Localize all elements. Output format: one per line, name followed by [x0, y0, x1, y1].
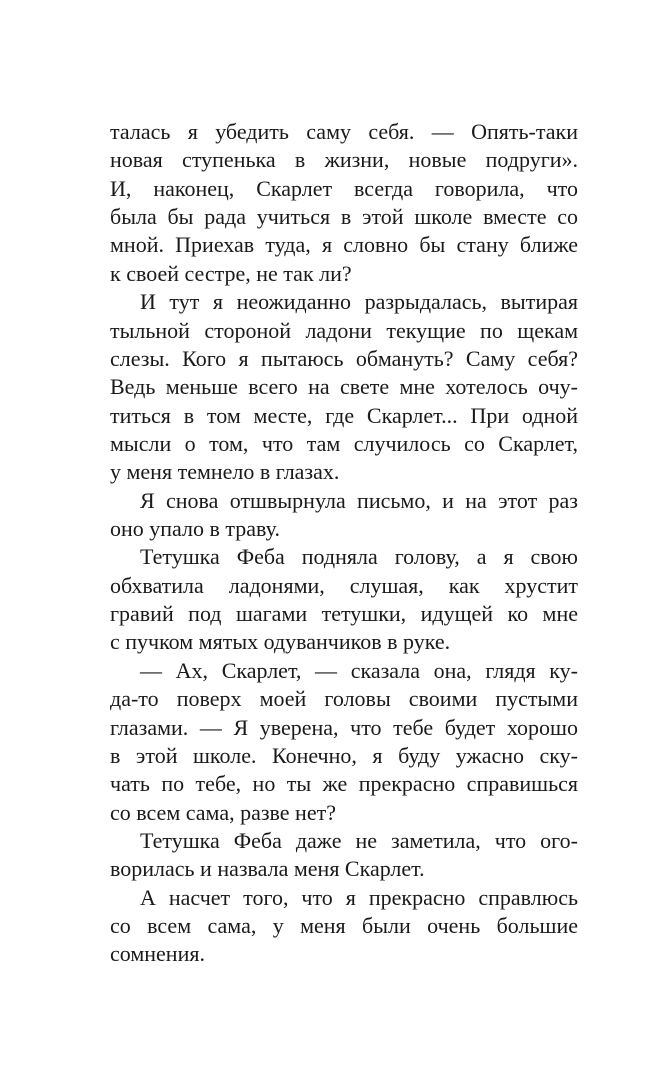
- paragraph: [110, 543, 578, 656]
- text-line: новая ступенька в жизни, новые подруги».: [110, 147, 578, 173]
- text-line: тыльной стороной ладони текущие по щекам: [110, 317, 578, 343]
- paragraph: [110, 288, 578, 487]
- text-line: с пучком мятых одуванчиков в руке.: [110, 629, 451, 655]
- text-line: Я снова отшвырнула письмо, и на этот раз: [140, 487, 578, 513]
- text-line: со всем сама, разве нет?: [110, 799, 336, 825]
- text-line: сомнения.: [110, 941, 205, 967]
- text-line: да-то поверх моей головы своими пустыми: [110, 686, 578, 712]
- text-line: слезы. Кого я пытаюсь обмануть? Саму себя?: [110, 345, 578, 371]
- text-line: Тетушка Феба даже не заметила, что ого-: [140, 827, 578, 853]
- paragraph: [110, 884, 578, 969]
- text-line: мной. Приехав туда, я словно бы стану ближе: [110, 232, 578, 258]
- text-line: И тут я неожиданно разрыдалась, вытирая: [140, 289, 578, 315]
- book-page-text: [110, 118, 578, 969]
- paragraph: [110, 657, 578, 827]
- text-line: в этой школе. Конечно, я буду ужасно ску-: [110, 742, 578, 768]
- text-line: Ведь меньше всего на свете мне хотелось очу-: [110, 374, 578, 400]
- text-line: мысли о том, что там случилось со Скарлет,: [110, 430, 578, 456]
- text-line: гравий под шагами тетушки, идущей ко мне: [110, 601, 578, 627]
- text-line: была бы рада учиться в этой школе вместе со: [110, 204, 578, 230]
- text-line: у меня темнело в глазах.: [110, 459, 340, 485]
- text-line: оно упало в траву.: [110, 516, 280, 542]
- text-line: к своей сестре, не так ли?: [110, 260, 352, 286]
- text-line: талась я убедить саму себя. — Опять-таки: [110, 119, 578, 144]
- text-line: ворилась и назвала меня Скарлет.: [110, 856, 425, 882]
- paragraph: [110, 118, 578, 288]
- text-line: А насчет того, что я прекрасно справлюсь: [140, 884, 578, 910]
- text-line: глазами. — Я уверена, что тебе будет хорошо: [110, 714, 578, 740]
- text-line: И, наконец, Скарлет всегда говорила, что: [110, 175, 578, 201]
- text-line: обхватила ладонями, слушая, как хрустит: [110, 572, 578, 598]
- paragraph: [110, 487, 578, 544]
- text-line: — Ах, Скарлет, — сказала она, глядя ку-: [140, 657, 578, 683]
- paragraph: [110, 827, 578, 884]
- text-line: со всем сама, у меня были очень большие: [110, 913, 578, 939]
- text-line: Тетушка Феба подняла голову, а я свою: [140, 544, 578, 570]
- text-line: титься в том месте, где Скарлет... При одной: [110, 402, 578, 428]
- text-line: чать по тебе, но ты же прекрасно справишься: [110, 771, 578, 797]
